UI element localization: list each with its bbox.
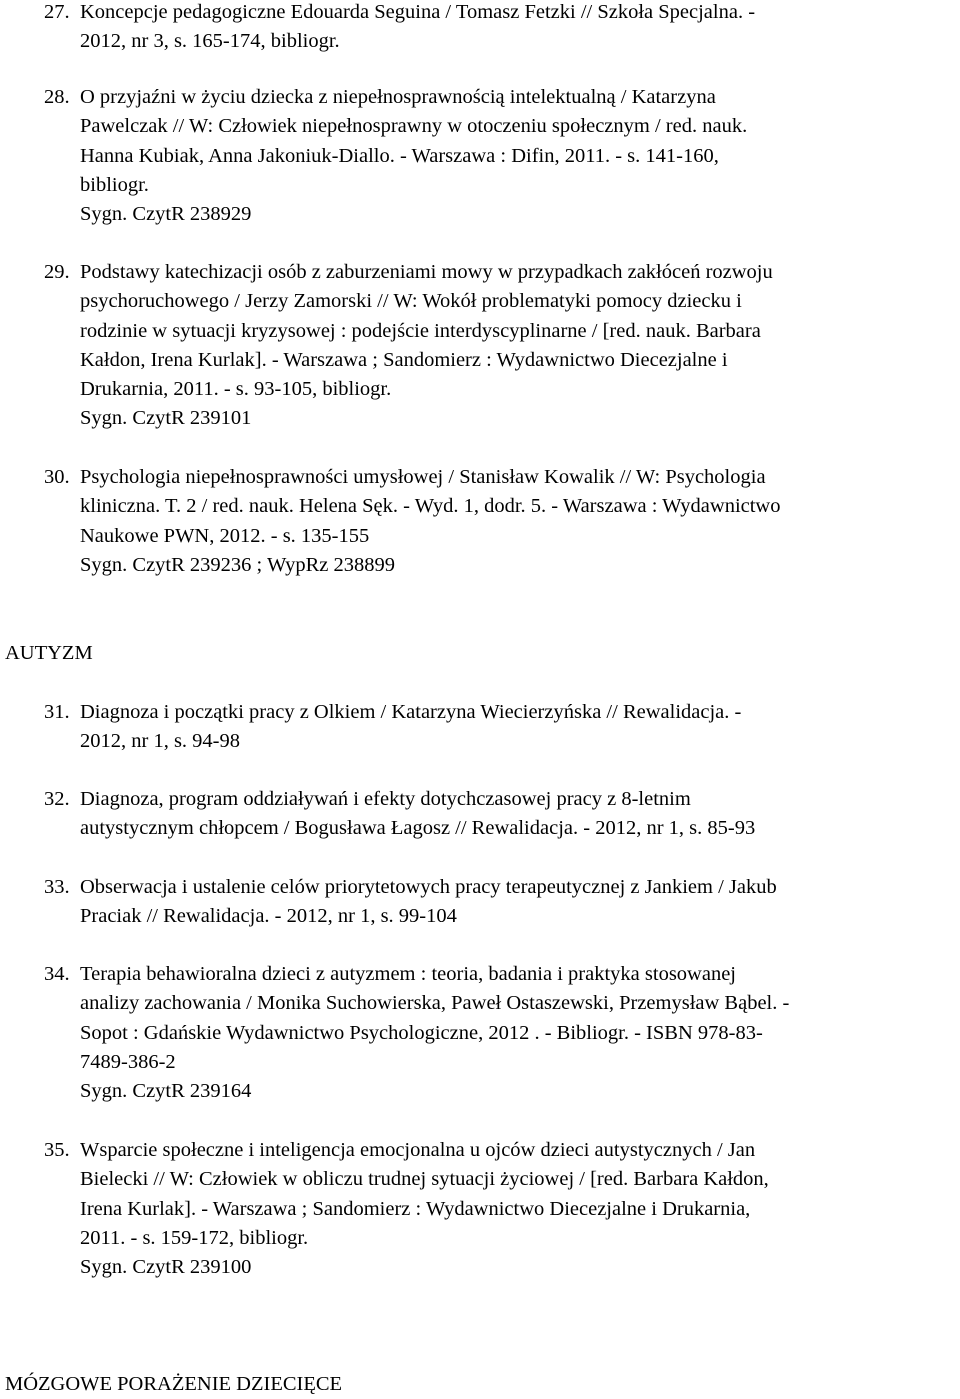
entry-line: Psychologia niepełnosprawności umysłowej / Stanisław Kowalik // W: Psychologia: [80, 466, 766, 488]
entry-line: O przyjaźni w życiu dziecka z niepełnosprawnością intelektualną / Katarzyna: [80, 86, 716, 108]
entry-line: Terapia behawioralna dzieci z autyzmem : teoria, badania i praktyka stosowanej: [80, 963, 736, 985]
entry-line: Wsparcie społeczne i inteligencja emocjonalna u ojców dzieci autystycznych / Jan: [80, 1139, 756, 1161]
entry-number: 27.: [44, 1, 70, 23]
entry-number: 34.: [44, 963, 70, 985]
entry-line: analizy zachowania / Monika Suchowierska, Paweł Ostaszewski, Przemysław Bąbel. -: [80, 992, 790, 1015]
entry-number: 33.: [44, 876, 70, 898]
bibliography-entry-31: [44, 698, 960, 757]
entry-line: Sygn. CzytR 239101: [80, 407, 252, 430]
bibliography-entry-28: [44, 83, 960, 229]
entry-number: 35.: [44, 1139, 70, 1161]
bibliography-entry-33: [44, 873, 960, 932]
entry-line: Praciak // Rewalidacja. - 2012, nr 1, s. 99-104: [80, 905, 457, 928]
entry-line: Sopot : Gdańskie Wydawnictwo Psychologiczne, 2012 . - Bibliogr. - ISBN 978-83-: [80, 1021, 763, 1044]
entry-line: Sygn. CzytR 238929: [80, 203, 252, 226]
section-heading-autyzm: AUTYZM: [5, 642, 93, 664]
bibliography-entry-29: [44, 258, 960, 434]
entry-line: kliniczna. T. 2 / red. nauk. Helena Sęk. - Wyd. 1, dodr. 5. - Warszawa : Wydawnictwo: [80, 495, 781, 518]
bibliography-entry-34: [44, 960, 960, 1106]
entry-line: Pawelczak // W: Człowiek niepełnosprawny w otoczeniu społecznym / red. nauk.: [80, 115, 748, 138]
entry-line: Hanna Kubiak, Anna Jakoniuk-Diallo. - Warszawa : Difin, 2011. - s. 141-160,: [80, 144, 719, 167]
entry-line: Irena Kurlak]. - Warszawa ; Sandomierz : Wydawnictwo Diecezjalne i Drukarnia,: [80, 1197, 751, 1220]
entry-line: Sygn. CzytR 239236 ; WypRz 238899: [80, 553, 396, 576]
entry-number: 29.: [44, 261, 70, 283]
entry-line: Naukowe PWN, 2012. - s. 135-155: [80, 524, 370, 547]
entry-line: psychoruchowego / Jerzy Zamorski // W: Wokół problematyki pomocy dziecku i: [80, 290, 742, 313]
entry-number: 31.: [44, 701, 70, 723]
entry-line: Obserwacja i ustalenie celów priorytetowych pracy terapeutycznej z Jankiem / Jakub: [80, 876, 777, 898]
entry-line: Sygn. CzytR 239164: [80, 1080, 252, 1103]
entry-line: rodzinie w sytuacji kryzysowej : podejście interdyscyplinarne / [red. nauk. Barbara: [80, 319, 761, 342]
entry-line: 2011. - s. 159-172, bibliogr.: [80, 1226, 309, 1249]
entry-number: 30.: [44, 466, 70, 488]
bibliography-entry-27: [44, 0, 960, 57]
entry-line: 7489-386-2: [80, 1050, 176, 1073]
entry-line: Podstawy katechizacji osób z zaburzeniami mowy w przypadkach zakłóceń rozwoju: [80, 261, 773, 283]
entry-line: Drukarnia, 2011. - s. 93-105, bibliogr.: [80, 378, 392, 401]
entry-line: Sygn. CzytR 239100: [80, 1256, 252, 1279]
bibliography-entry-30: [44, 463, 960, 580]
entry-number: 28.: [44, 86, 70, 108]
entry-line: 2012, nr 3, s. 165-174, bibliogr.: [80, 30, 340, 53]
entry-line: Bielecki // W: Człowiek w obliczu trudnej sytuacji życiowej / [red. Barbara Kałdon,: [80, 1168, 769, 1191]
bibliography-entry-32: [44, 785, 960, 844]
entry-line: Koncepcje pedagogiczne Edouarda Seguina / Tomasz Fetzki // Szkoła Specjalna. -: [80, 1, 756, 23]
entry-line: bibliogr.: [80, 173, 149, 196]
entry-number: 32.: [44, 788, 70, 810]
entry-line: Diagnoza i początki pracy z Olkiem / Katarzyna Wiecierzyńska // Rewalidacja. -: [80, 701, 742, 723]
entry-line: Diagnoza, program oddziaływań i efekty dotychczasowej pracy z 8-letnim: [80, 788, 691, 810]
entry-line: autystycznym chłopcem / Bogusława Łagosz // Rewalidacja. - 2012, nr 1, s. 85-93: [80, 817, 756, 840]
bibliography-entry-35: [44, 1136, 960, 1282]
entry-line: Kałdon, Irena Kurlak]. - Warszawa ; Sandomierz : Wydawnictwo Diecezjalne i: [80, 348, 728, 371]
section-heading-mozgowe-porazenie: MÓZGOWE PORAŻENIE DZIECIĘCE: [5, 1373, 343, 1395]
entry-line: 2012, nr 1, s. 94-98: [80, 730, 241, 753]
